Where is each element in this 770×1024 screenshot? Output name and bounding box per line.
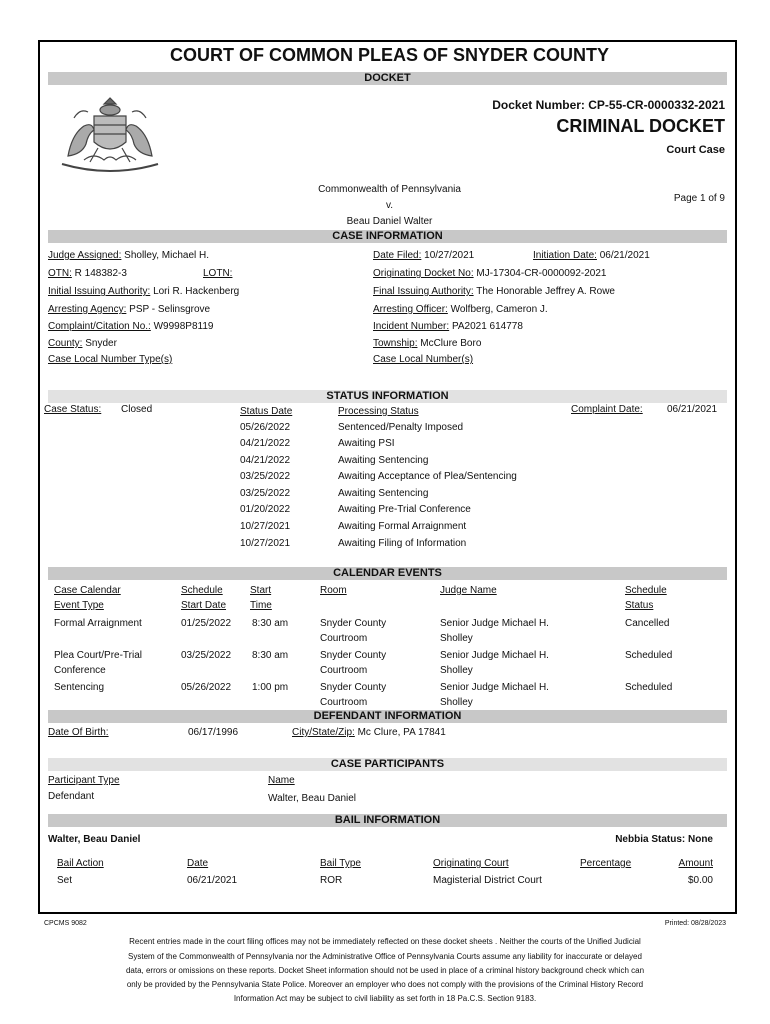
cal-header-start-date: Start Date [181, 600, 227, 611]
cal-room: Snyder County [320, 618, 387, 629]
case-participants-bar: CASE PARTICIPANTS [48, 758, 727, 771]
cal-header-status: Status [625, 600, 654, 611]
cal-room-2: Courtroom [320, 665, 368, 676]
cal-judge-2: Sholley [440, 665, 473, 676]
initiation-date: Initiation Date: 06/21/2021 [533, 250, 650, 261]
pennsylvania-seal-icon [54, 94, 166, 176]
status-text: Sentenced/Penalty Imposed [338, 422, 464, 433]
cal-judge: Senior Judge Michael H. [440, 618, 549, 629]
docket-bar: DOCKET [48, 72, 727, 85]
cal-header-schedule: Schedule [181, 585, 223, 596]
dob-label: Date Of Birth: [48, 727, 109, 738]
cal-status: Cancelled [625, 618, 670, 629]
dob-value: 06/17/1996 [188, 727, 239, 738]
complaint-citation: Complaint/Citation No.: W9998P8119 [48, 321, 214, 332]
city-state-zip: City/State/Zip: Mc Clure, PA 17841 [292, 727, 446, 738]
form-id: CPCMS 9082 [44, 920, 87, 927]
township: Township: McClure Boro [373, 338, 482, 349]
participant-type-header: Participant Type [48, 775, 120, 786]
cal-status: Scheduled [625, 650, 673, 661]
date-filed: Date Filed: 10/27/2021 [373, 250, 475, 261]
bail-type: ROR [320, 875, 343, 886]
court-title: COURT OF COMMON PLEAS OF SNYDER COUNTY [169, 45, 609, 65]
cal-event-type: Plea Court/Pre-Trial [54, 650, 142, 661]
bail-originating-court: Magisterial District Court [433, 875, 542, 886]
cal-header-room: Room [320, 585, 347, 596]
page-indicator: Page 1 of 9 [673, 193, 725, 204]
status-date-header: Status Date [240, 406, 293, 417]
case-local-numbers: Case Local Number(s) [373, 354, 474, 365]
cal-room-2: Courtroom [320, 633, 368, 644]
bail-information-bar: BAIL INFORMATION [48, 814, 727, 827]
otn: OTN: R 148382-3 [48, 268, 127, 279]
disclaimer-line-4: only be provided by the Pennsylvania State Police. Moreover an employer who does not comply with the provisions of the Criminal History Record [126, 980, 644, 989]
participant-type: Defendant [48, 791, 95, 802]
court-case-label: Court Case [666, 144, 725, 156]
case-local-number-type: Case Local Number Type(s) [48, 354, 173, 365]
originating-docket: Originating Docket No: MJ-17304-CR-0000092-2021 [373, 268, 607, 279]
status-date: 03/25/2022 [240, 471, 291, 482]
status-text: Awaiting Formal Arraignment [338, 521, 467, 532]
cal-header-event-type: Event Type [54, 600, 104, 611]
status-date: 10/27/2021 [240, 521, 291, 532]
status-date: 10/27/2021 [240, 538, 291, 549]
disclaimer-line-2: System of the Commonwealth of Pennsylvania nor the Administrative Office of Pennsylvania Courts assume any liability for inaccurate or delayed [128, 952, 642, 961]
status-text: Awaiting Sentencing [338, 455, 429, 466]
case-information-bar: CASE INFORMATION [48, 230, 727, 243]
cal-header-time: Time [250, 600, 272, 611]
cal-time: 1:00 pm [252, 682, 289, 693]
status-date: 01/20/2022 [240, 504, 291, 515]
cal-room: Snyder County [320, 682, 387, 693]
cal-status: Scheduled [625, 682, 673, 693]
status-text: Awaiting Pre-Trial Conference [338, 504, 471, 515]
cal-judge-2: Sholley [440, 697, 473, 708]
complaint-date-label: Complaint Date: [571, 404, 643, 415]
caption-defendant: Beau Daniel Walter [346, 216, 433, 227]
participant-name-header: Name [268, 775, 295, 786]
processing-status-header: Processing Status [338, 406, 419, 417]
docket-number: Docket Number: CP-55-CR-0000332-2021 [492, 98, 725, 112]
cal-date: 01/25/2022 [181, 618, 232, 629]
cal-judge: Senior Judge Michael H. [440, 650, 549, 661]
cal-event-type-2: Conference [54, 665, 106, 676]
nebbia-status: Nebbia Status: None [615, 834, 713, 845]
bail-date: 06/21/2021 [187, 875, 238, 886]
case-status-value: Closed [121, 404, 153, 415]
docket-page [38, 40, 737, 914]
complaint-date-value: 06/21/2021 [667, 404, 718, 415]
status-date: 05/26/2022 [240, 422, 291, 433]
printed-date: Printed: 08/28/2023 [664, 920, 726, 927]
cal-event-type: Sentencing [54, 682, 105, 693]
status-text: Awaiting Acceptance of Plea/Sentencing [338, 471, 517, 482]
amount-header: Amount [678, 858, 713, 869]
originating-court-header: Originating Court [433, 858, 509, 869]
cal-date: 05/26/2022 [181, 682, 232, 693]
disclaimer-line-1: Recent entries made in the court filing offices may not be immediately reflected on these docket sheets . Neither the courts of the Unified Judicial [129, 937, 641, 946]
bail-action: Set [57, 875, 73, 886]
cal-event-type: Formal Arraignment [54, 618, 142, 629]
caption-versus: v. [385, 200, 394, 211]
incident-number: Incident Number: PA2021 614778 [373, 321, 523, 332]
case-status-label: Case Status: [44, 404, 102, 415]
arresting-agency: Arresting Agency: PSP - Selinsgrove [48, 304, 211, 315]
cal-judge: Senior Judge Michael H. [440, 682, 549, 693]
criminal-docket-title: CRIMINAL DOCKET [556, 116, 725, 136]
cal-header-schedule-status: Schedule [625, 585, 667, 596]
status-date: 04/21/2022 [240, 455, 291, 466]
participant-name: Walter, Beau Daniel [268, 793, 357, 804]
cal-time: 8:30 am [252, 650, 289, 661]
cal-header-event: Case Calendar [54, 585, 121, 596]
defendant-information-bar: DEFENDANT INFORMATION [48, 710, 727, 723]
bail-action-header: Bail Action [57, 858, 104, 869]
cal-date: 03/25/2022 [181, 650, 232, 661]
cal-judge-2: Sholley [440, 633, 473, 644]
cal-header-judge: Judge Name [440, 585, 497, 596]
percentage-header: Percentage [580, 858, 632, 869]
cal-room: Snyder County [320, 650, 387, 661]
bail-defendant-name: Walter, Beau Daniel [48, 834, 141, 845]
cal-time: 8:30 am [252, 618, 289, 629]
status-information-bar: STATUS INFORMATION [48, 390, 727, 403]
bail-date-header: Date [187, 858, 209, 869]
cal-header-start: Start [250, 585, 272, 596]
disclaimer-line-5: Information Act may be subject to civil liability as set forth in 18 Pa.C.S. Section 9183. [233, 994, 537, 1003]
status-date: 04/21/2022 [240, 438, 291, 449]
calendar-events-bar: CALENDAR EVENTS [48, 567, 727, 580]
initial-issuing-authority: Initial Issuing Authority: Lori R. Hackenberg [48, 286, 240, 297]
county: County: Snyder [48, 338, 117, 349]
disclaimer-line-3: data, errors or omissions on these reports. Docket Sheet information should not be used in place of a criminal history background check which can [125, 966, 645, 975]
arresting-officer: Arresting Officer: Wolfberg, Cameron J. [373, 304, 548, 315]
bail-type-header: Bail Type [320, 858, 361, 869]
final-issuing-authority: Final Issuing Authority: The Honorable Jeffrey A. Rowe [373, 286, 615, 297]
bail-amount: $0.00 [687, 875, 713, 886]
cal-room-2: Courtroom [320, 697, 368, 708]
status-date: 03/25/2022 [240, 488, 291, 499]
judge-assigned: Judge Assigned: Sholley, Michael H. [48, 250, 210, 261]
status-text: Awaiting PSI [338, 438, 395, 449]
lotn: LOTN: [203, 268, 233, 279]
caption-plaintiff: Commonwealth of Pennsylvania [318, 184, 461, 195]
status-text: Awaiting Filing of Information [338, 538, 467, 549]
status-text: Awaiting Sentencing [338, 488, 429, 499]
